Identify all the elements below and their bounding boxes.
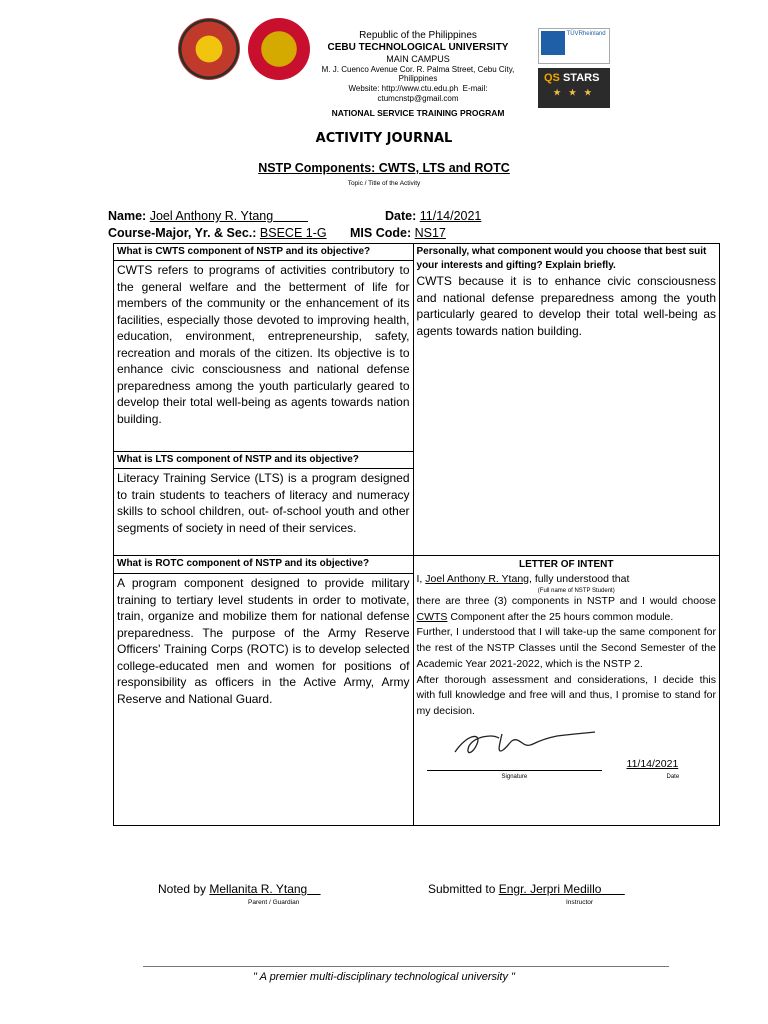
- qs-label: STARS: [562, 72, 600, 84]
- signature-icon: [447, 724, 597, 764]
- republic-line: Republic of the Philippines: [359, 30, 477, 41]
- mis-label: MIS Code:: [350, 226, 412, 240]
- course-field: [108, 226, 327, 240]
- noted-caption: Parent / Guardian: [248, 899, 300, 906]
- qs-prefix: QS: [544, 72, 560, 84]
- date-caption: Date: [666, 773, 680, 780]
- answer-cwts: CWTS refers to programs of activities contributory to the general welfare and the betterment of life for members of the community or the enhancement of its facilities, especially those devoted to improving health, education, environment, entrepreneurship, safety, recreation and morals of the citizen. Its objective is to enhance civic consciousness and national defense preparedness among the youth particularly geared to develop their total well-being as agents towards nation building.: [114, 261, 414, 452]
- letter-of-intent-cell: [413, 556, 719, 826]
- signature-block: [417, 722, 716, 782]
- question-rotc: What is ROTC component of NSTP and its objective?: [114, 556, 414, 574]
- letter-paragraph-2: Further, I understood that I will take-up the same component for the rest of the NSTP Classes until the Second Semester of the Academic Year 2021-2022, which is the NSTP 2.: [416, 626, 716, 670]
- tuv-logo-icon: [541, 31, 565, 55]
- mis-field: [350, 226, 446, 240]
- signature-caption: Signature: [501, 773, 528, 780]
- noted-by: [158, 882, 321, 896]
- signature-line: [427, 770, 602, 771]
- university-name: CEBU TECHNOLOGICAL UNIVERSITY: [327, 42, 509, 53]
- letter-paragraph-3: After thorough assessment and considerations, I decide this with full knowledge and free will and thus, I promise to stand for my decision.: [416, 673, 716, 717]
- submitted-caption: Instructor: [566, 899, 594, 906]
- topic-caption: Topic / Title of the Activity: [347, 180, 421, 187]
- answer-rotc: A program component designed to provide military training to tertiary level students in order to motivate, train, organize and mobilize them for national defense preparedness. The purpose of the Army Reserve Officers' Training Corps (ROTC) is to develop selected college-educated men and women for positions of responsibility as officers in the Active Army, Army Reserve and National Guard.: [114, 574, 414, 826]
- star-rating-icon: ★ ★ ★: [553, 88, 595, 97]
- noted-name: Mellanita R. Ytang: [209, 882, 308, 896]
- letter-component: CWTS: [416, 610, 448, 623]
- name-label: Name:: [108, 209, 147, 223]
- university-tagline: " A premier multi-disciplinary technological university ": [253, 971, 515, 983]
- date-label: Date:: [385, 209, 417, 223]
- topic-title: NSTP Components: CWTS, LTS and ROTC: [258, 161, 510, 175]
- name-field: [108, 209, 308, 223]
- submitted-label: Submitted to: [428, 882, 499, 896]
- address-line: M. J. Cuenco Avenue Cor. R. Palma Street, Cebu City, Philippines: [321, 64, 515, 84]
- course-label: Course-Major, Yr. & Sec.:: [108, 226, 257, 240]
- question-personal: Personally, what component would you choose that best suit your interests and gifting? Explain briefly.: [416, 246, 707, 271]
- letter-heading: LETTER OF INTENT: [519, 559, 614, 570]
- tuv-label: TÜVRheinland: [566, 31, 606, 37]
- footer-divider: [143, 966, 669, 967]
- email: E-mail: ctumcnstp@gmail.com: [377, 83, 488, 103]
- letter-name-caption: (Full name of NSTP Student): [537, 587, 615, 594]
- question-lts: What is LTS component of NSTP and its objective?: [114, 452, 414, 469]
- noted-label: Noted by: [158, 882, 210, 896]
- date-field: [385, 209, 481, 223]
- answer-lts: Literacy Training Service (LTS) is a program designed to train students to teachers of literacy and numeracy skills to school children, out- of-school youth and other segments of society in need of their services.: [114, 469, 414, 556]
- course-value: BSECE 1-G: [259, 226, 327, 240]
- qs-stars-badge: [538, 68, 610, 108]
- signature-date: 11/14/2021: [626, 757, 679, 770]
- program-name: NATIONAL SERVICE TRAINING PROGRAM: [331, 108, 505, 119]
- letter-intro: I, Joel Anthony R. Ytang, fully understood that: [416, 573, 630, 585]
- asean-logo-icon: [248, 18, 310, 80]
- submitted-to: [428, 882, 625, 896]
- date-value: 11/14/2021: [419, 209, 482, 223]
- letter-student-name: Joel Anthony R. Ytang: [425, 573, 529, 585]
- submitted-name: Engr. Jerpri Medillo: [498, 882, 602, 896]
- document-title: ACTIVITY JOURNAL: [315, 131, 453, 146]
- contact-line: [318, 84, 518, 103]
- campus-name: MAIN CAMPUS: [386, 54, 450, 64]
- tuv-certification-badge: [538, 28, 610, 64]
- letterhead: [318, 30, 518, 118]
- letter-paragraph-1: there are three (3) components in NSTP and I would choose CWTS Component after the 25 hours common module.: [416, 594, 716, 623]
- ctu-seal-icon: [178, 18, 240, 80]
- personal-choice-cell: [413, 244, 719, 556]
- mis-value: NS17: [414, 226, 446, 240]
- name-value: Joel Anthony R. Ytang: [149, 209, 274, 223]
- answer-personal: CWTS because it is to enhance civic consciousness and national defense preparedness among the youth particularly geared to develop their total well-being as agents towards nation building.: [416, 274, 716, 338]
- journal-table: [113, 243, 720, 826]
- question-cwts: What is CWTS component of NSTP and its objective?: [114, 244, 414, 261]
- website: Website: http://www.ctu.edu.ph: [348, 83, 459, 93]
